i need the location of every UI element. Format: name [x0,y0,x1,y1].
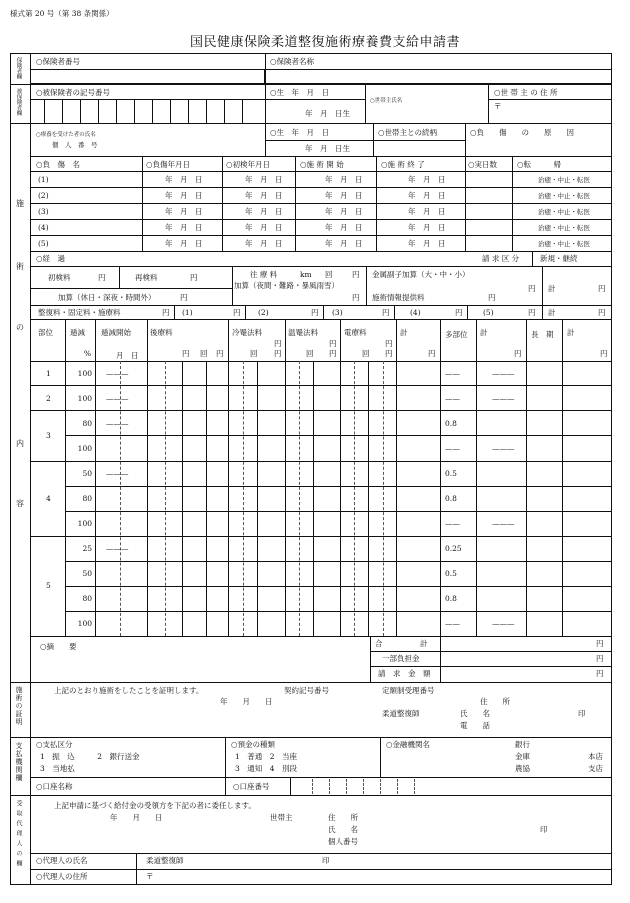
reduction-slot: (5) [483,308,494,317]
patient-name-label: ○療養を受けた者の氏名 [36,132,96,138]
yen: 円 [385,349,393,358]
times: 回 [362,349,370,358]
agent-postal: 〒 [146,872,154,881]
payment-method-3[interactable]: 3 当地払 [40,764,75,773]
warm-header: 温罨法料 [288,328,318,337]
ymd: 年 月 日 [325,207,363,216]
yen: 円 [311,308,319,317]
yen: 円 [596,654,604,663]
sep-cert [10,737,612,738]
decrease-header: 逓減 [70,328,85,337]
ymd: 年 月 日 [245,239,283,248]
cert-statement: 上記のとおり施術をしたことを証明します。 [54,686,204,695]
yen: 円 [528,284,536,293]
nokyo-suffix: 農協 [515,764,530,773]
long-term-header: 長 期 [531,330,554,339]
side-label-payment: 支払機関欄 [15,742,23,782]
injury-row-no: (1) [38,175,49,184]
claim-type-value[interactable]: 新規・継続 [540,254,578,263]
deposit-type-label: ○預金の種類 [231,740,276,749]
patient-personal-number: 個 人 番 号 [52,141,98,149]
yen: 円 [600,349,608,358]
sep-insurer [10,84,612,85]
dash-mark: ——— [492,444,515,453]
yen: 円 [455,308,463,317]
fixed-rate-number-label: 定額制受理番号 [382,686,435,695]
payment-methods[interactable]: 1 振 込 2 銀行送金 [40,752,140,761]
yen: 円 [428,349,436,358]
ymd: 年 月 日 [245,207,283,216]
remarks-label: ○摘 要 [40,642,77,651]
patient-birth-label: ○生 年 月 日 [270,128,330,137]
dash-mark: ——— [106,419,129,428]
yen: 円 [528,308,536,317]
form-number: 様式第 20 号（第 38 条関係） [10,9,114,18]
multi-value: —— [445,394,460,403]
yen: 円 [596,639,604,648]
sep-treatment [10,682,612,683]
householder-address-label: ○世 帯 主 の 住 所 [494,88,558,97]
claim-type-label: 請 求 区 分 [482,254,520,263]
metal-splint-label: 金属副子加算（大・中・小） [372,270,470,279]
relation-label: ○世帯主との続柄 [378,128,438,137]
insurer-number-label: ○保険者番号 [36,57,81,66]
revisit-fee-label: 再検料 [135,273,158,282]
reduction-slot: (1) [182,308,193,317]
insured-symbol-label: ○被保険者の記号番号 [36,88,111,97]
ymd: 年 月 日 [245,223,283,232]
yen: 円 [514,349,522,358]
decrease-percent: 100 [77,619,92,628]
days-header: ○実日数 [468,160,498,169]
remarks-input[interactable] [30,654,370,682]
bank-suffix: 銀行 [515,740,530,749]
ymd: 年 月 日 [325,191,363,200]
decrease-percent: 50 [82,469,92,478]
yen: 円 [216,349,224,358]
yen: 円 [352,293,360,302]
cert-phone-label: 電 話 [460,721,490,730]
yen: 円 [382,308,390,317]
account-name-label: ○口座名称 [36,782,73,791]
decrease-percent: 80 [82,419,92,428]
multi-value: 0.8 [445,494,457,503]
injury-row-no: (2) [38,191,49,200]
insurer-name-input[interactable] [265,69,612,84]
aftercare-header: 後療料 [150,328,173,337]
multi-value: 0.25 [445,544,462,553]
insured-birth-label: ○生 年 月 日 [270,88,330,97]
contract-number-label: 契約記号番号 [284,686,329,695]
side-label-treatment-2: の [16,323,24,332]
dash-mark: ——— [106,469,129,478]
yen: 円 [190,273,198,282]
dash-mark: ——— [492,369,515,378]
injury-row-no: (4) [38,223,49,232]
yen: 円 [385,339,393,348]
multi-value: —— [445,444,460,453]
insurer-name-label: ○保険者名称 [270,57,315,66]
postal-mark: 〒 [494,102,502,111]
multi-value: 0.8 [445,594,457,603]
proxy-statement: 上記申請に基づく給付金の受領方を下記の者に委任します。 [54,801,256,810]
decrease-percent: 50 [82,569,92,578]
part-label: 3 [46,431,51,440]
agent-address-label: ○代理人の住所 [36,872,88,881]
dash-mark: ——— [492,519,515,528]
side-label-insured: 被保険者欄 [15,88,22,116]
treatment-end-header: ○施 術 終 了 [381,160,425,169]
ymd: 年 月 日 [245,175,283,184]
multi-header: 多部位 [445,330,468,339]
multi-value: 0.5 [445,469,457,478]
part-label: 4 [46,494,51,503]
ymd: 年 月 日 [325,239,363,248]
first-visit-header: ○初検年月日 [226,160,271,169]
branch-suffix: 本店 [588,752,603,761]
injury-date-header: ○負傷年月日 [146,160,191,169]
sep-insured [10,123,612,124]
sep-payment [10,795,612,796]
times: 回 [306,349,314,358]
outcome-options[interactable]: 治癒・中止・転医 [538,208,590,216]
proxy-address-label: 住 所 [328,813,358,822]
additional-fee-label: 加算（休日・深夜・時間外） [58,293,156,302]
sum-header: 計 [567,328,575,337]
yen: 円 [274,349,282,358]
yen: 円 [182,349,190,358]
side-label-insurer: 保険者欄 [15,57,22,79]
ymd: 年 月 日 [408,223,446,232]
ymd: 年 月 日 [408,207,446,216]
decrease-percent: 100 [77,369,92,378]
ymd: 年 月 日 [165,175,203,184]
outcome-options[interactable]: 治癒・中止・転医 [538,240,590,248]
side-label-treatment-0: 施 [16,199,24,208]
yen: 円 [162,308,170,317]
account-number-label: ○口座番号 [233,782,270,791]
decrease-percent: 100 [77,394,92,403]
sub-branch-suffix: 支店 [588,764,603,773]
electric-header: 電療料 [344,328,367,337]
payment-method-label: ○支払区分 [36,740,73,749]
insurer-number-input[interactable] [30,69,265,84]
side-label-treatment-3: 内 [16,439,24,448]
dash-mark: ——— [106,544,129,553]
dash-mark: ——— [106,394,129,403]
practitioner-label: 柔道整復師 [382,709,420,718]
sum-header: 計 [400,328,408,337]
sum-header: 計 [480,328,488,337]
ymd: 年 月 日 [408,191,446,200]
outcome-options[interactable]: 治癒・中止・転医 [538,176,590,184]
outcome-header: ○転 帰 [517,160,562,169]
dash-mark: ——— [106,369,129,378]
percent-header: % [84,349,92,358]
multi-value: —— [445,619,460,628]
injury-row-no: (3) [38,207,49,216]
side-label-proxy: 受取代理人の欄 [15,800,22,870]
times: 回 [200,349,208,358]
bank-name-label: ○金融機関名 [386,740,431,749]
proxy-personal-number: 個人番号 [328,837,358,846]
reduction-slot: (3) [332,308,343,317]
first-visit-fee-label: 初検料 [48,273,71,282]
part-header: 部位 [38,328,53,337]
decrease-percent: 25 [82,544,92,553]
page-title: 国民健康保険柔道整復施術療養費支給申請書 [190,35,461,50]
yen: 円 [598,308,606,317]
reduction-slot: (2) [258,308,269,317]
claim-amount-label: 請 求 金 額 [378,669,431,678]
dash-mark: ——— [492,619,515,628]
dash-mark: ——— [492,394,515,403]
deposit-types[interactable]: 1 普通 2 当座 [235,752,298,761]
decrease-percent: 80 [82,594,92,603]
ymd: 年 月 日 [165,239,203,248]
yen: 円 [98,273,106,282]
treatment-start-header: ○施 術 開 始 [300,160,344,169]
yen: 円 [274,339,282,348]
ymd: 年 月 日 [325,175,363,184]
cold-header: 冷罨法料 [232,328,262,337]
agent-seal: 印 [322,856,330,865]
multi-value: —— [445,369,460,378]
fees-total-label: 計 [548,284,556,293]
injury-cause-label: ○負 傷 の 原 因 [470,128,575,137]
yen: 円 [488,293,496,302]
house-call-fee-label: 往 療 料 [250,270,278,279]
yen: 円 [598,284,606,293]
ymd: 年 月 日 [325,223,363,232]
yen: 円 [352,270,360,279]
multi-value: —— [445,519,460,528]
agent-name-label: ○代理人の氏名 [36,856,88,865]
month-day-header: 月 日 [116,351,139,360]
householder-label: 世帯主 [270,813,293,822]
decrease-percent: 100 [77,444,92,453]
ymd: 年 月 日 [165,223,203,232]
multi-value: 0.5 [445,569,457,578]
multi-value: 0.8 [445,419,457,428]
seal-mark: 印 [578,709,586,718]
times: 回 [250,349,258,358]
part-label: 2 [46,394,51,403]
yen: 円 [329,349,337,358]
deposit-types-2[interactable]: 3 通知 4 別段 [235,764,298,773]
cert-date: 年 月 日 [220,697,273,706]
insured-birth-value: 年 月 日生 [305,109,350,118]
ymd: 年 月 日 [165,207,203,216]
house-call-addition: 加算（夜間・難路・暴風雨雪） [234,281,339,290]
yen: 円 [233,308,241,317]
part-label: 1 [46,369,51,378]
proxy-date: 年 月 日 [110,813,163,822]
decrease-percent: 100 [77,519,92,528]
summary-total-label: 合 計 [375,639,428,648]
info-fee-label: 施術情報提供料 [372,293,425,302]
outcome-options[interactable]: 治癒・中止・転医 [538,192,590,200]
injury-row-no: (5) [38,239,49,248]
side-label-treatment-4: 容 [16,499,24,508]
agent-practitioner: 柔道整復師 [146,856,184,865]
side-label-certification: 施術の証明 [15,686,23,726]
cert-name-label: 氏 名 [460,709,490,718]
householder-name-label: ○世帯主氏名 [370,98,403,104]
yen: 円 [596,669,604,678]
progress-label: ○経 過 [36,254,66,263]
km-unit: km [300,270,312,279]
yen: 円 [329,339,337,348]
yen: 円 [180,293,188,302]
decrease-start-header: 逓減開始 [101,328,131,337]
copay-label: 一部負担金 [382,654,420,663]
proxy-name-label: 氏 名 [328,825,358,834]
ymd: 年 月 日 [408,175,446,184]
patient-birth-value: 年 月 日生 [305,144,350,153]
times-unit: 回 [325,270,333,279]
part-label: 5 [46,581,51,590]
decrease-percent: 80 [82,494,92,503]
injury-name-header: ○負 傷 名 [36,160,81,169]
shinkin-suffix: 金庫 [515,752,530,761]
cert-address-label: 住 所 [480,697,510,706]
side-label-treatment-1: 術 [16,262,24,271]
reduction-total-label: 計 [548,308,556,317]
reduction-slot: (4) [410,308,421,317]
proxy-seal: 印 [540,825,548,834]
ymd: 年 月 日 [245,191,283,200]
side-column-line [30,53,31,885]
ymd: 年 月 日 [165,191,203,200]
reduction-label: 整復料・固定料・施療料 [38,308,121,317]
ymd: 年 月 日 [408,239,446,248]
outcome-options[interactable]: 治癒・中止・転医 [538,224,590,232]
